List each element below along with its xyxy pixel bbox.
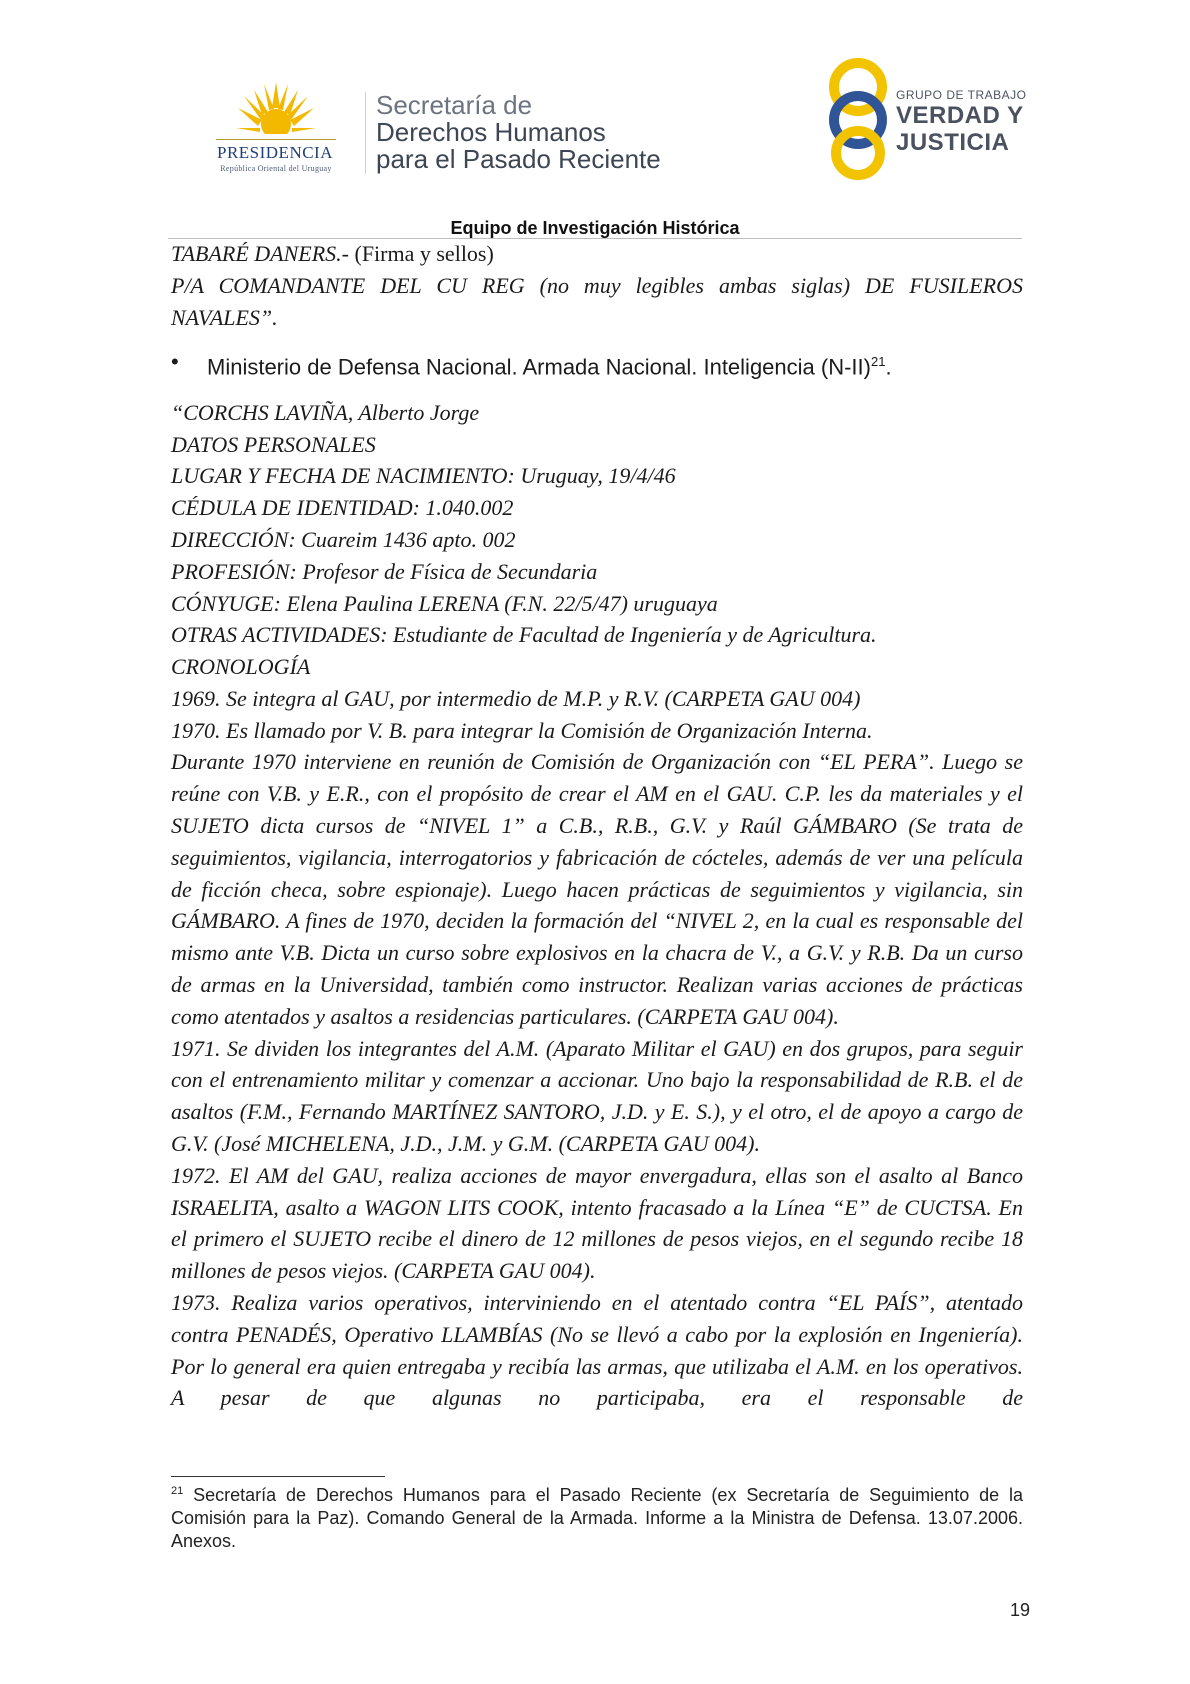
spacer bbox=[171, 383, 1023, 397]
signature-line bbox=[171, 238, 1023, 270]
footnote-text: Secretaría de Derechos Humanos para el Pasado Reciente (ex Secretaría de Seguimiento de la Comisión para la Paz). Comando General de la Armada. Informe a la Ministra de Defensa. 13.07.2006. Anexos. bbox=[171, 1485, 1023, 1551]
grupo-line-3: JUSTICIA bbox=[896, 129, 1010, 156]
signer-name: TABARÉ DANERS. bbox=[171, 241, 342, 266]
footnote-number: 21 bbox=[171, 1485, 184, 1497]
footnote-ref: 21 bbox=[870, 354, 886, 370]
spacer bbox=[171, 333, 1023, 347]
secretaria-line-2: Derechos Humanos bbox=[376, 117, 606, 147]
sun-logo-icon bbox=[236, 82, 316, 142]
source-bullet bbox=[171, 347, 1023, 382]
footnote-rule bbox=[171, 1476, 385, 1477]
secretaria-line-1: Secretaría de bbox=[376, 90, 533, 120]
secretaria-title bbox=[376, 92, 661, 173]
grupo-trabajo-text bbox=[896, 88, 1026, 156]
record-line: OTRAS ACTIVIDADES: Estudiante de Facultad de Ingeniería y de Agricultura. bbox=[171, 622, 877, 648]
presidencia-subtitle: República Oriental del Uruguay bbox=[220, 164, 332, 173]
paragraph-1973: 1973. Realiza varios operativos, interviniendo en el atentado contra “EL PAÍS”, atentado contra PENADÉS, Operativo LLAMBÍAS (No se llevó a cabo por la explosión en Ingeniería). Por lo general era quien entregaba y recibía las armas, que utilizaba el A.M. en los operativos. A pesar de que algunas no participaba, era el responsable de bbox=[171, 1290, 1023, 1411]
record-line: DIRECCIÓN: Cuareim 1436 apto. 002 bbox=[171, 526, 516, 552]
record-line: 1969. Se integra al GAU, por intermedio de M.P. y R.V. (CARPETA GAU 004) bbox=[171, 685, 861, 711]
secretaria-line-3: para el Pasado Reciente bbox=[376, 144, 661, 174]
record-line: LUGAR Y FECHA DE NACIMIENTO: Uruguay, 19/4/46 bbox=[171, 463, 676, 489]
team-title: Equipo de Investigación Histórica bbox=[450, 218, 740, 238]
record-line: “CORCHS LAVIÑA, Alberto Jorge bbox=[171, 399, 480, 425]
paragraph-1971: 1971. Se dividen los integrantes del A.M. (Aparato Militar el GAU) en dos grupos, para seguir con el entrenamiento militar y comenzar a accionar. Uno bajo la responsabilidad de R.B. el de asaltos (F.M., Fernando MARTÍNEZ SANTORO, J.D. y E. S.), y el otro, el de apoyo a cargo de G.V. (José MICHELENA, J.D., J.M. y G.M. (CARPETA GAU 004). bbox=[171, 1035, 1023, 1157]
page-number: 19 bbox=[1009, 1600, 1030, 1620]
signature-note: - (Firma y sellos) bbox=[341, 241, 494, 266]
commander-line: P/A COMANDANTE DEL CU REG (no muy legibles ambas siglas) DE FUSILEROS NAVALES”. bbox=[171, 272, 1023, 330]
presidencia-name: PRESIDENCIA bbox=[216, 143, 333, 162]
grupo-line-2: VERDAD Y bbox=[896, 102, 1024, 129]
grupo-line-1: GRUPO DE TRABAJO bbox=[896, 88, 1027, 102]
paragraph-1972: 1972. El AM del GAU, realiza acciones de mayor envergadura, ellas son el asalto al Banco ISRAELITA, asalto a WAGON LITS COOK, intento fracasado a la Línea “E” de CUCTSA. En el primero el SUJETO recibe el dinero de 12 millones de pesos viejos, en el segundo recibe 18 millones de pesos viejos. (CARPETA GAU 004). bbox=[171, 1162, 1023, 1284]
record-line: CÓNYUGE: Elena Paulina LERENA (F.N. 22/5/47) uruguaya bbox=[171, 590, 718, 616]
record-line: DATOS PERSONALES bbox=[171, 431, 376, 457]
document-body bbox=[171, 238, 1023, 1414]
record-line: CRONOLOGÍA bbox=[171, 654, 311, 680]
divider bbox=[365, 92, 366, 174]
record-line: 1970. Es llamado por V. B. para integrar la Comisión de Organización Interna. bbox=[171, 717, 873, 743]
page-header bbox=[0, 0, 1190, 238]
paragraph-1970: Durante 1970 interviene en reunión de Comisión de Organización con “EL PERA”. Luego se reúne con V.B. y E.R., con el propósito de crear el AM en el GAU. C.P. les da materiales y el SUJETO dicta cursos de “NIVEL 1” a C.B., R.B., G.V. y Raúl GÁMBARO (Se trata de seguimientos, vigilancia, interrogatorios y fabricación de cócteles, además de ver una película de ficción checa, sobre espionaje). Luego hacen prácticas de seguimientos y vigilancia, sin GÁMBARO. A fines de 1970, deciden la formación del “NIVEL 2, en la cual es responsable del mismo ante V.B. Dicta un curso sobre explosivos en la chacra de V., a G.V. y R.B. Da un curso de armas en la Universidad, también como instructor. Realizan varias acciones de prácticas como atentados y asaltos a residencias particulares. (CARPETA GAU 004). bbox=[171, 749, 1023, 1029]
bullet-icon: • bbox=[171, 349, 179, 375]
footnote bbox=[171, 1480, 1023, 1553]
source-end: . bbox=[885, 354, 892, 380]
record-line: PROFESIÓN: Profesor de Física de Secundaria bbox=[171, 558, 598, 584]
divider bbox=[216, 139, 336, 140]
record-line: CÉDULA DE IDENTIDAD: 1.040.002 bbox=[171, 495, 514, 521]
source-text: Ministerio de Defensa Nacional. Armada Nacional. Inteligencia (N-II) bbox=[207, 354, 871, 380]
